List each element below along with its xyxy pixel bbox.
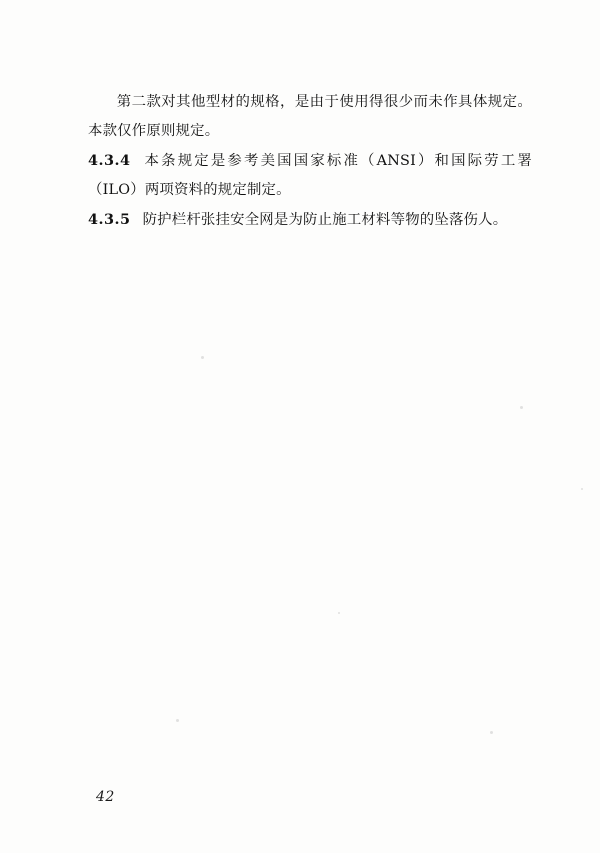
scan-speckle [581, 488, 583, 490]
scan-speckle [338, 612, 340, 614]
scan-speckle [490, 731, 493, 734]
clause-text: 防护栏杆张挂安全网是为防止施工材料等物的坠落伤人。 [142, 212, 508, 228]
clause-number: 4.3.5 [88, 211, 131, 228]
paragraph-first: 第二款对其他型材的规格，是由于使用得很少而未作具体规定。本款仅作原则规定。 [88, 94, 532, 139]
scan-speckle [176, 719, 179, 722]
scan-speckle [520, 406, 523, 409]
page-number: 42 [96, 789, 115, 805]
page-body [88, 88, 532, 235]
clause-4-3-5 [88, 205, 532, 235]
clause-4-3-4 [88, 146, 532, 205]
clause-text: 本条规定是参考美国国家标准（ANSI）和国际劳工署（ILO）两项资料的规定制定。 [88, 153, 532, 198]
scan-speckle [201, 356, 204, 359]
clause-number: 4.3.4 [88, 152, 131, 169]
